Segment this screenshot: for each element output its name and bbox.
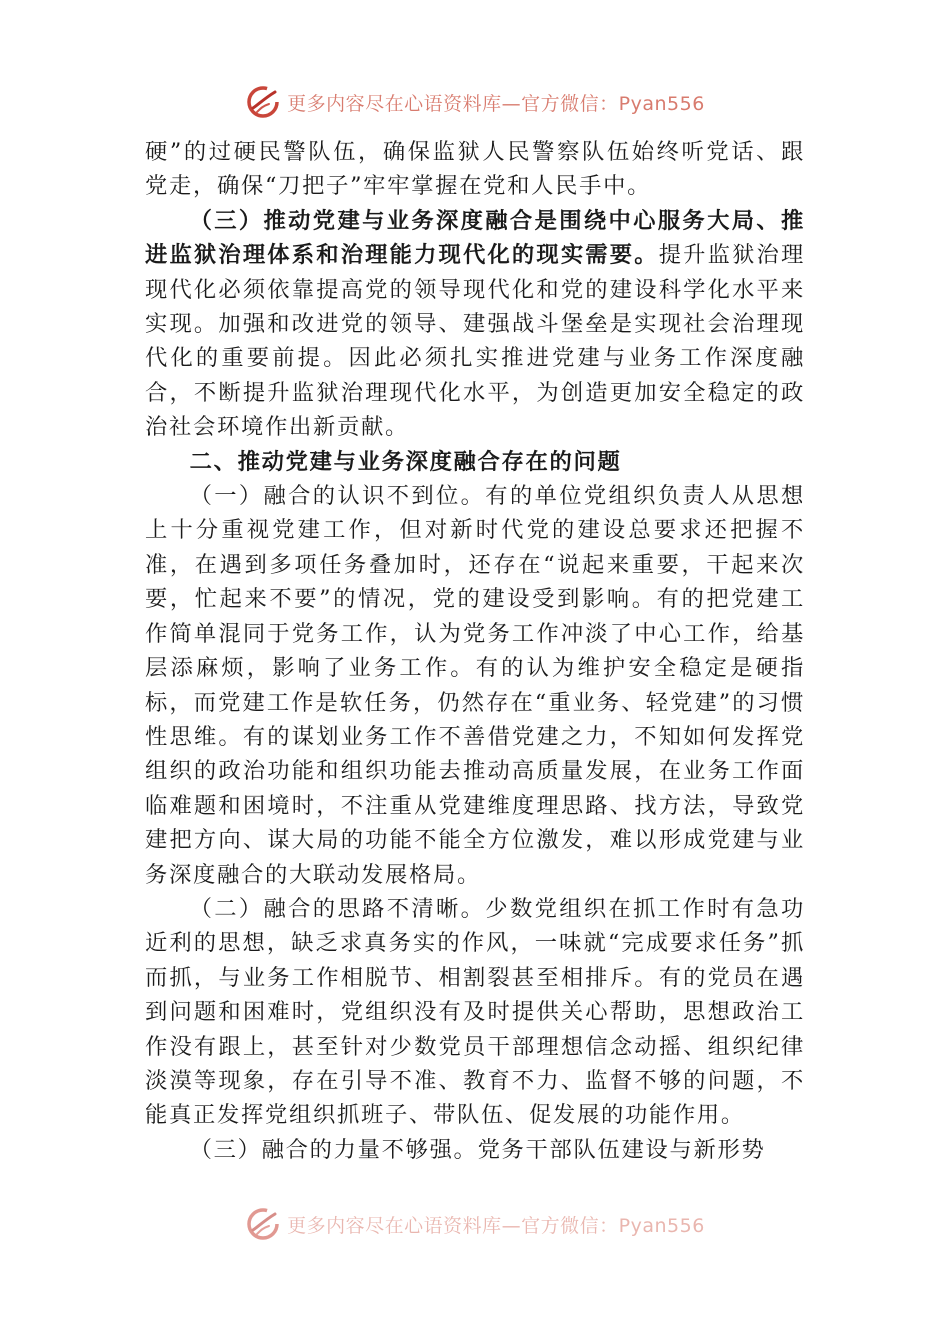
paragraph-continuation: 硬”的过硬民警队伍，确保监狱人民警察队伍始终听党话、跟党走，确保“刀把子”牢牢掌握在党和人民手中。 [145, 139, 805, 200]
paragraph-lead: （一）融合的认识不到位。 [189, 483, 486, 510]
paragraph-body: 有的单位党组织负责人从思想上十分重视党建工作，但对新时代党的建设总要求还把握不准，在遇到多项任务叠加时，还存在“说起来重要，干起来次要，忙起来不要”的情况，党的建设受到影响。有的把党建工作简单混同于党务工作，认为党务工作冲淡了中心工作，给基层添麻烦，影响了业务工作。有的认为维护安全稳定是硬指标，而党建工作是软任务，仍然存在“重业务、轻党建”的习惯性思维。有的谋划业务工作不善借党建之力，不知如何发挥党组织的政治功能和组织功能去推动高质量发展，在业务工作面临难题和困境时，不注重从党建维度理思路、找方法，导致党建把方向、谋大局的功能不能全方位激发，难以形成党建与业务深度融合的大联动发展格局。 [145, 483, 805, 888]
paragraph-section-2-3 [145, 1133, 805, 1167]
paragraph-lead: （三）融合的力量不够强。 [189, 1136, 478, 1163]
section-heading-2: 二、推动党建与业务深度融合存在的问题 [189, 448, 622, 475]
paragraph-lead-bold: （三）推动党建与业务深度融合是围绕中心服务大局、推进监狱治理体系和治理能力现代化的现实需要。 [145, 207, 805, 269]
paragraph-lead: （二）融合的思路不清晰。 [189, 895, 486, 922]
footer-watermark-text: 更多内容尽在心语资料库—官方微信：Pyan556 [287, 1214, 705, 1237]
paragraph-body: 党务干部队伍建设与新形势 [477, 1136, 766, 1163]
document-body [145, 135, 805, 1167]
paragraph-body: 少数党组织在抓工作时有急功近利的思想，缺乏求真务实的作风，一味就“完成要求任务”抓而抓，与业务工作相脱节、相割裂甚至相排斥。有的党员在遇到问题和困难时，党组织没有及时提供关心帮助，思想政治工作没有跟上，甚至针对少数党员干部理想信念动摇、组织纪律淡漠等现象，存在引导不准、教育不力、监督不够的问题，不能真正发挥党组织抓班子、带队伍、促发展的功能作用。 [145, 895, 805, 1129]
paragraph-section-2-2 [145, 892, 805, 1133]
header-watermark-banner [0, 82, 950, 122]
paragraph-body: 提升监狱治理现代化必须依靠提高党的领导现代化和党的建设科学化水平来实现。加强和改进党的领导、建强战斗堡垒是实现社会治理现代化的重要前提。因此必须扎实推进党建与业务工作深度融合，不断提升监狱治理现代化水平，为创造更加安全稳定的政治社会环境作出新贡献。 [145, 242, 806, 441]
paragraph-section-1-3 [145, 204, 805, 445]
calligraphy-brush-seal-logo-icon [245, 1206, 281, 1242]
header-watermark-text: 更多内容尽在心语资料库—官方微信：Pyan556 [287, 92, 705, 115]
paragraph-section-2-1 [145, 479, 805, 892]
footer-watermark-banner [0, 1204, 950, 1244]
calligraphy-brush-seal-logo-icon [245, 84, 281, 120]
